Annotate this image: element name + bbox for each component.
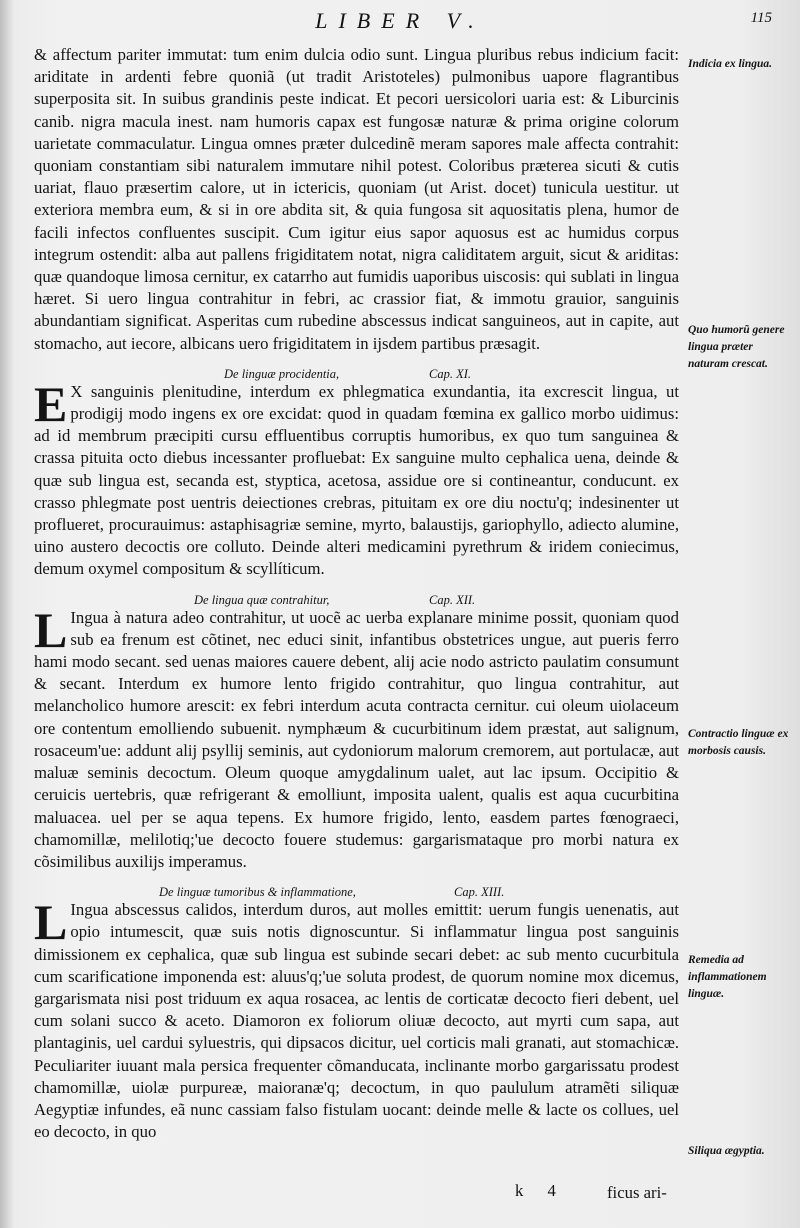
page-header	[20, 8, 780, 38]
chapter-title: De linguæ procidentia,	[224, 366, 340, 381]
chapter-text: Ingua à natura adeo contrahitur, ut uocẽ ac uerba explanare minime possit, quoniam quod sub ea frenum est cõtinet, nec educi sinit, infantibus obstetrices ungue, aut pueris ferro hami modo secant. sed uenas maiores cauere debent, alij acie nodo astricto paulatim consumunt & secant. Interdum ex humore lento frigido contrahitur, quo lingua contrahitur, aut melancholico humore arescit: ex febri interdum acuta contracta cernitur. cui oleum uiolaceum ore contentum emolliendo subuenit. nymphæum & cucurbitinum idem præstat, aut salignum, rosaceum'ue: addunt alij psyllij seminis, aut cydoniorum malorum cremorem, aut portulacæ, aut maluæ seminis decoctum. Oleum quoque amygdalinum ualet, aut lac ipsum. Occipitio & ceruicis uertebris, quæ refrigerant & emolliunt, imposita ualent, qualis est aqua cucurbitina maluacea. uel per se aqua tepens. Ex humore frigido, lento, easdem partes fœnograeci, chamomillæ, melilotiq;'ue decocto fouere studemus: gargarismataque pro morbi natura ex cõsimilibus auxilijs imperamus.	[34, 607, 679, 871]
page-number: 115	[750, 10, 772, 26]
side-note: Siliqua ægyptia.	[688, 1145, 765, 1157]
chapter-number: Cap. XII.	[429, 592, 476, 607]
chapter-heading	[34, 585, 679, 607]
intro-paragraph: & affectum pariter immutat: tum enim dulcia odio sunt. Lingua pluribus rebus indicium facit: ariditate in ardenti febre quoniã (ut tradit Aristoteles) pulmonibus uapore flagrantibus superposita sit. In suibus grandinis peste indicat. Et pecori uersicolori uaria est: & Liburcinis canib. nigra macula inest. nam humoris capax est fungosæ naturæ & prima origine colorum uarietate commaculatur. Lingua omnes præter dulcedinẽ meram sapores male affecta contrahit: quoniam constantiam sibi naturalem immutare nihil potest. Coloribus præterea sicuti & cutis uariat, flauo præsertim calore, ut in ictericis, quoniam (ut Arist. docet) tunicula uestitur. ut exteriora membra eum, & si in ore abdita sit, & quia fungosa sit aquositatis plena, humor de facili infectos confluentes suscipit. Cum igitur eius sapor aquosus est ac humidus corpus integrum ostendit: alba aut pallens frigiditatem notat, nigra caliditatem arguit, sicut & ariditas: quæ quandoque limosa cernitur, ex catarrho aut fumidis uaporibus uiscosis: qui sublati in lingua hæret. Si uero lingua contrahitur in febri, ac crassior fiat, & immotu grauior, sanguinis abundantiam significat. Asperitas cum rubedine abscessus indicat sanguineos, aut in capite, aut stomacho, aut iecore, albicans uero frigiditatem in ijsdem partibus præsagit.	[34, 45, 679, 353]
chapter-text: Ingua abscessus calidos, interdum duros, aut molles emittit: uerum fungis uenenatis, aut opio intumescit, quæ suis notis dignoscuntur. Si inflammatur lingua post sanguinis dimissionem ex cephalica, quæ sub lingua est subinde secari debet: ac sub mento cucurbitula cum scarificatione imponenda est: aluus'q;'ue soluta prodest, de quorum nomine mox dicemus, gargarismata nisi post triduum ex aqua rosacea, ac lentis de corticatæ decocto fieri debent, uel cum solani succo & aceto. Diamoron ex foliorum oliuæ decocto, aut myrti cum sapa, aut plantaginis, uel cardui syluestris, qui dipsacos dicitur, uel corticis mali granati, aut stomachicæ. Peculiariter iuuant mala persica frequenter cõmanducata, inclinante morbo gargarissatu prodest chamomillæ, uiolæ purpureæ, maioranæ'q; decoctum, in quo paululum atramẽti siliquæ Aegyptiæ infundes, eã nunc cassiam falso fistulam uocant: deinde melle & lacte os collues, uel eo decocto, in quo	[34, 900, 679, 1142]
chapter-title: De lingua quæ contrahitur,	[194, 592, 330, 607]
page-footer	[515, 1181, 715, 1211]
running-head: LIBER V.	[315, 8, 485, 33]
signature-mark: k 4	[515, 1181, 566, 1200]
chapter-text: X sanguinis plenitudine, interdum ex phlegmatica exundantia, ita excrescit lingua, ut prodigij modo ingens ex ore excidat: quod in quadam fœmina ex gallico morbo uidimus: ad id membrum præcipiti cursu effluentibus corruptis humoribus, ex quo tum sanguinea & crassa pituita octo diebus incessanter profluebat: Ex sanguine multo cephalica uena, deinde & quæ sub lingua est, secanda est, styptica, acetosa, assidue ore si contineantur, conducunt. ex crasso phlegmate post uentris deiectiones crebras, pituitam ex ore diu noctu'q; indesinenter ut proflueret, procurauimus: astaphisagriæ semine, myrto, balaustijs, gariophyllo, adiecto alumine, uino austero decoctis ore colluto. Deinde alteri medicamini pyrethrum & iridem coniecimus, demum oxymel compositum & scyllíticum.	[34, 381, 679, 579]
chapter-number: Cap. XIII.	[454, 885, 505, 900]
drop-cap: E	[34, 375, 68, 432]
chapter-paragraph	[34, 601, 679, 873]
side-note: Contractio linguæ ex morbosis causis.	[688, 728, 789, 757]
side-note: Indicia ex lingua.	[688, 58, 773, 70]
side-note: Quo humorũ genere lingua præter naturam crescat.	[688, 324, 785, 370]
chapter-paragraph	[34, 375, 679, 581]
chapter-number: Cap. XI.	[429, 366, 472, 381]
side-note: Remedia ad inflammationem linguæ.	[688, 954, 767, 1000]
main-text-column	[34, 44, 679, 1143]
catchword: ficus ari-	[607, 1183, 667, 1202]
chapter-heading	[34, 877, 679, 899]
drop-cap: L	[34, 601, 68, 658]
drop-cap: L	[34, 894, 68, 951]
chapter-heading	[34, 359, 679, 381]
chapter-title: De linguæ tumoribus & inflammatione,	[159, 885, 356, 900]
chapter-paragraph	[34, 894, 679, 1143]
